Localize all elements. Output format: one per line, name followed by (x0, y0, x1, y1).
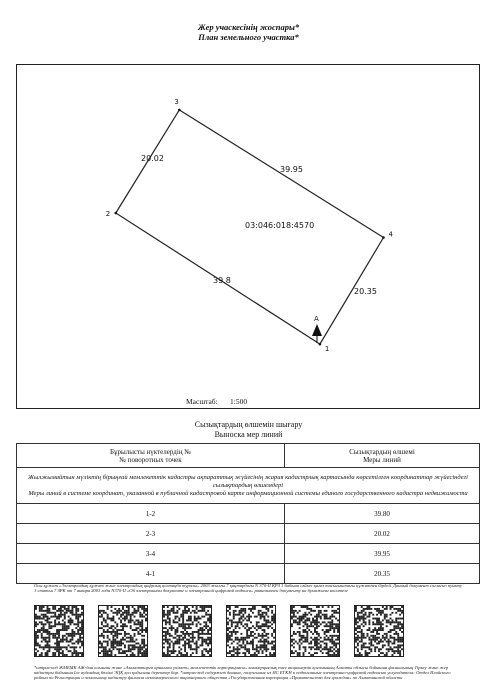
segment-label-3-4: 39.95 (280, 165, 303, 174)
north-label: A (314, 315, 319, 323)
header-lengths: Сызықтардың өлшемі Меры линий (285, 444, 480, 468)
point-label-4: 4 (388, 230, 393, 239)
barcode-row (34, 605, 474, 661)
section-title-kz: Сызықтардың өлшемін шығару (194, 420, 303, 429)
table-row (17, 564, 480, 584)
table-row (17, 544, 480, 564)
row-points: 1-2 (17, 504, 285, 524)
segment-label-4-1: 20.35 (354, 287, 377, 296)
barcode-note: *штрих-код ЖМБМК АЖ-дан алынған және «Азаматтарға арналған үкімет» мемлекеттік корпорациясы» коммерциялық емес акционерлік қоғамының Алматы облысы бойынша филиалының Тіркеу және жер кадастры бойынша Іле аудандық бөлімі ЭЦҚ қол қойылған деректер бар. *штрих-код содержит данные, полученные из ИС ЕГКН и подписанные электронно-цифровой подписью услугодателя: Отдел Илийского района по Регистрации и земельному кадастру филиала некоммерческого акционерного общества «Государственная корпорация «Правительство для граждан» по Алматинской области (34, 665, 451, 681)
row-points: 2-3 (17, 524, 285, 544)
barcode-icon (290, 605, 340, 657)
barcode-icon (226, 605, 276, 657)
barcode-icon (34, 605, 84, 657)
line-measures-table (16, 443, 480, 584)
table-row (17, 504, 480, 524)
point-label-2: 2 (105, 210, 111, 219)
plan-title-kz: Жер учаскесінің жоспары* (197, 22, 300, 32)
land-plot-plan (16, 64, 480, 409)
point-label-3: 3 (174, 97, 179, 106)
row-length: 39.80 (285, 504, 480, 524)
segment-label-1-2: 39.8 (213, 276, 231, 285)
coordinate-system-note: Жылжымайтын мүліктің бірыңғай мемлекеттік кадастры ақпараттық жүйесінің жария кадастрлық картасында көрсетілген координаттар жүйесіндегі сызықтардың өлшемдері Меры линий в системе координат, указанной в публичной кадастровой карте информационной системы единого государственного кадастра недвижимости (17, 468, 480, 504)
row-points: 4-1 (17, 564, 285, 584)
scale-row (16, 397, 480, 409)
point-label-1: 1 (324, 345, 330, 354)
barcode-icon (162, 605, 212, 657)
barcode-icon (354, 605, 404, 657)
table-header-row (17, 444, 480, 468)
cadastral-number: 03:046:018:4570 (245, 221, 315, 230)
row-length: 39.95 (285, 544, 480, 564)
corner-point-4 (382, 236, 385, 239)
segment-label-2-3: 20.02 (141, 154, 164, 163)
plan-title-ru: План земельного участка* (198, 32, 299, 42)
plan-frame (17, 65, 480, 409)
plan-drawing (16, 64, 480, 409)
section-title-ru: Выноска мер линий (214, 430, 283, 439)
corner-point-2 (114, 212, 117, 215)
legal-note: Осы құжат «Электрондық құжат және электрондық цифрлық қолтаңба туралы» 2003 жылғы 7 қаңтардағы N 370-II ҚРЗ 1 бабына сәйкес қағаз тасығыштағы құжатпен бірдей. Данный документ согласно пункту 1 статьи 7 ЗРК от 7 января 2003 года N370-II «Об электронном документе и электронной цифровой подписи» равнозначен документу на бумажном носителе (34, 583, 462, 594)
row-length: 20.02 (285, 524, 480, 544)
barcode-icon (98, 605, 148, 657)
row-length: 20.35 (285, 564, 480, 584)
scale-value: 1:500 (230, 397, 248, 406)
scale-label: Масштаб: (186, 397, 218, 406)
table-row (17, 524, 480, 544)
corner-point-3 (178, 109, 181, 112)
corner-point-1 (319, 343, 322, 346)
header-points: Бұрылысты нүктелердің № № поворотных точек (17, 444, 285, 468)
row-points: 3-4 (17, 544, 285, 564)
table-note-row (17, 468, 480, 504)
